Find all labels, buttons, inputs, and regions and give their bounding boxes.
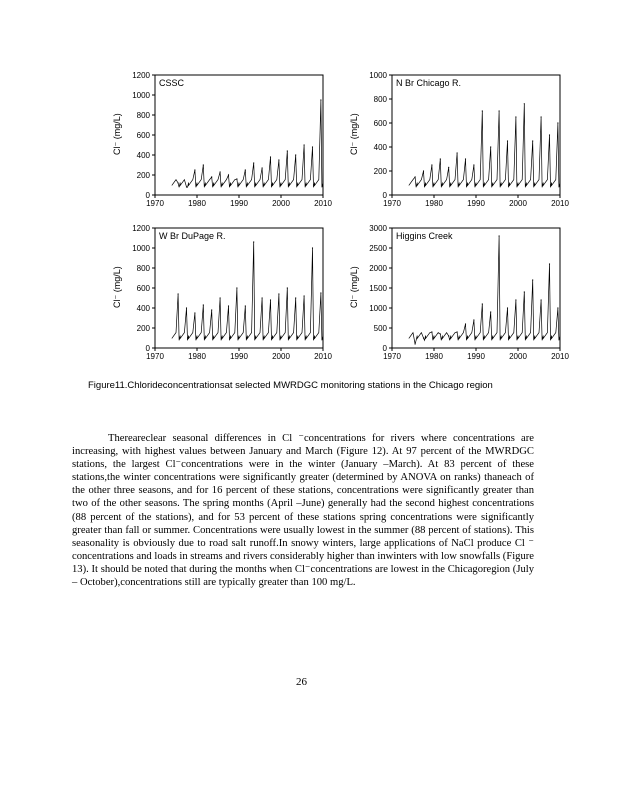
y-tick-label: 500: [373, 324, 387, 333]
body-text: [72, 432, 534, 589]
data-point: [211, 176, 212, 177]
ylabel-higgins-creek: Cl⁻ (mg/L): [349, 266, 359, 308]
series-line: [172, 100, 323, 187]
data-point: [320, 99, 321, 100]
x-tick-label: 2010: [314, 352, 332, 361]
series-line: [409, 236, 560, 344]
data-point: [541, 299, 542, 300]
data-point: [532, 279, 533, 280]
x-tick-label: 2000: [272, 352, 290, 361]
data-point: [245, 305, 246, 306]
figure-caption: Figure11.Chlorideconcentrationsat selected MWRDGC monitoring stations in the Chicago region: [88, 380, 493, 391]
y-tick-label: 1500: [369, 284, 387, 293]
x-tick-label: 2000: [509, 199, 527, 208]
chart-nbr-chicago: [369, 71, 569, 208]
x-tick-label: 2010: [551, 352, 569, 361]
y-tick-label: 0: [382, 191, 387, 200]
chart-svg-higgins-creek: [369, 224, 569, 361]
data-point: [440, 158, 441, 159]
y-tick-label: 1200: [132, 71, 150, 80]
data-point: [236, 287, 237, 288]
plot-frame: [155, 228, 323, 348]
data-point: [507, 307, 508, 308]
y-tick-label: 1000: [132, 91, 150, 100]
y-tick-label: 600: [136, 284, 150, 293]
data-point: [186, 307, 187, 308]
data-point: [448, 167, 449, 168]
data-point: [194, 312, 195, 313]
x-tick-label: 1970: [383, 352, 401, 361]
x-tick-label: 2010: [551, 199, 569, 208]
data-point: [557, 122, 558, 123]
data-point: [457, 331, 458, 332]
data-point: [465, 323, 466, 324]
plot-frame: [392, 228, 560, 348]
y-tick-label: 0: [145, 344, 150, 353]
x-tick-label: 1970: [146, 199, 164, 208]
data-point: [203, 304, 204, 305]
chart-title: CSSC: [159, 78, 185, 88]
data-point: [245, 169, 246, 170]
y-tick-label: 400: [136, 304, 150, 313]
data-point: [440, 333, 441, 334]
x-tick-label: 1990: [467, 352, 485, 361]
data-point: [524, 291, 525, 292]
chart-svg-wbr-dupage: [132, 224, 332, 361]
ylabel-cssc: Cl⁻ (mg/L): [112, 113, 122, 155]
data-point: [415, 176, 416, 177]
x-tick-label: 1970: [146, 352, 164, 361]
data-point: [178, 293, 179, 294]
y-tick-label: 1000: [132, 244, 150, 253]
data-point: [178, 182, 179, 183]
y-tick-label: 0: [382, 344, 387, 353]
data-point: [304, 295, 305, 296]
x-tick-label: 1980: [188, 199, 206, 208]
y-tick-label: 200: [136, 324, 150, 333]
chart-higgins-creek: [369, 224, 569, 361]
y-tick-label: 800: [136, 264, 150, 273]
data-point: [287, 287, 288, 288]
x-tick-label: 1970: [383, 199, 401, 208]
data-point: [320, 292, 321, 293]
data-point: [278, 159, 279, 160]
data-point: [415, 343, 416, 344]
ylabel-nbr-chicago: Cl⁻ (mg/L): [349, 113, 359, 155]
data-point: [203, 164, 204, 165]
x-tick-label: 1990: [230, 352, 248, 361]
y-tick-label: 400: [373, 143, 387, 152]
series-line: [409, 104, 560, 188]
y-tick-label: 1000: [369, 304, 387, 313]
data-point: [490, 146, 491, 147]
x-tick-label: 2000: [509, 352, 527, 361]
data-point: [270, 299, 271, 300]
data-point: [515, 299, 516, 300]
y-tick-label: 3000: [369, 224, 387, 233]
data-point: [448, 335, 449, 336]
data-point: [312, 146, 313, 147]
data-point: [549, 134, 550, 135]
chart-cssc: [132, 71, 332, 208]
y-tick-label: 800: [136, 111, 150, 120]
data-point: [278, 293, 279, 294]
data-point: [295, 297, 296, 298]
data-point: [465, 158, 466, 159]
body-paragraph: Thereareclear seasonal differences in Cl ⁻concentrations for rivers where concentrations are increasing, with highest values between January and March (Figure 12). At 97 percent of the MWRDGC stations, the largest Cl⁻concentrations were in the winter (January –March). At 83 percent of these stations,the winter concentrations were significantly greater (determined by ANOVA on ranks) thaneach of the other three seasons, and for 16 percent of these stations, concentrations were significantly greater than two of the other seasons. The spring months (April –June) generally had the second highest concentrations (88 percent of the stations), and for 53 percent of these stations spring concentrations were significantly greater than fall or summer. Concentrations were usually lowest in the summer (88 percent of stations). This seasonality is obviously due to road salt runoff.In snowy winters, large applications of NaCl produce Cl ⁻ concentrations and loads in streams and rivers considerably higher than inwinters with low snowfalls (Figure 13). It should be noted that during the months when Cl⁻concentrations are lowest in the Chicagoregion (July – October),concentrations still are typically greater than 100 mg/L.: [72, 433, 534, 589]
data-point: [270, 156, 271, 157]
data-point: [515, 116, 516, 117]
x-tick-label: 1990: [230, 199, 248, 208]
data-point: [499, 110, 500, 111]
data-point: [253, 162, 254, 163]
chart-title: Higgins Creek: [396, 231, 453, 241]
data-point: [287, 150, 288, 151]
data-point: [312, 247, 313, 248]
data-point: [228, 305, 229, 306]
data-point: [507, 140, 508, 141]
x-tick-label: 1980: [425, 199, 443, 208]
chart-svg-cssc: [132, 71, 332, 208]
y-tick-label: 800: [373, 95, 387, 104]
data-point: [431, 164, 432, 165]
plot-frame: [392, 75, 560, 195]
data-point: [541, 116, 542, 117]
x-tick-label: 1990: [467, 199, 485, 208]
y-tick-label: 200: [373, 167, 387, 176]
data-point: [557, 307, 558, 308]
plot-frame: [155, 75, 323, 195]
data-point: [236, 178, 237, 179]
data-point: [482, 303, 483, 304]
data-point: [423, 337, 424, 338]
chart-title: N Br Chicago R.: [396, 78, 462, 88]
data-point: [490, 311, 491, 312]
data-point: [211, 309, 212, 310]
y-tick-label: 2000: [369, 264, 387, 273]
y-tick-label: 200: [136, 171, 150, 180]
data-point: [431, 331, 432, 332]
data-point: [524, 103, 525, 104]
data-point: [304, 144, 305, 145]
y-tick-label: 1000: [369, 71, 387, 80]
y-tick-label: 1200: [132, 224, 150, 233]
y-tick-label: 400: [136, 151, 150, 160]
data-point: [262, 167, 263, 168]
data-point: [482, 110, 483, 111]
data-point: [295, 154, 296, 155]
x-tick-label: 1980: [188, 352, 206, 361]
data-point: [457, 152, 458, 153]
data-point: [253, 241, 254, 242]
y-tick-label: 600: [373, 119, 387, 128]
y-tick-label: 0: [145, 191, 150, 200]
chart-wbr-dupage: [132, 224, 332, 361]
series-line: [172, 242, 323, 340]
data-point: [262, 297, 263, 298]
data-point: [473, 164, 474, 165]
y-tick-label: 2500: [369, 244, 387, 253]
data-point: [228, 174, 229, 175]
data-point: [220, 297, 221, 298]
data-point: [473, 319, 474, 320]
data-point: [423, 170, 424, 171]
ylabel-wbr-dupage: Cl⁻ (mg/L): [112, 266, 122, 308]
data-point: [194, 169, 195, 170]
data-point: [549, 263, 550, 264]
data-point: [532, 140, 533, 141]
data-point: [186, 186, 187, 187]
chart-title: W Br DuPage R.: [159, 231, 226, 241]
data-point: [220, 171, 221, 172]
x-tick-label: 2000: [272, 199, 290, 208]
chart-svg-nbr-chicago: [369, 71, 569, 208]
page-number: 26: [296, 676, 307, 688]
y-tick-label: 600: [136, 131, 150, 140]
x-tick-label: 1980: [425, 352, 443, 361]
data-point: [499, 235, 500, 236]
x-tick-label: 2010: [314, 199, 332, 208]
